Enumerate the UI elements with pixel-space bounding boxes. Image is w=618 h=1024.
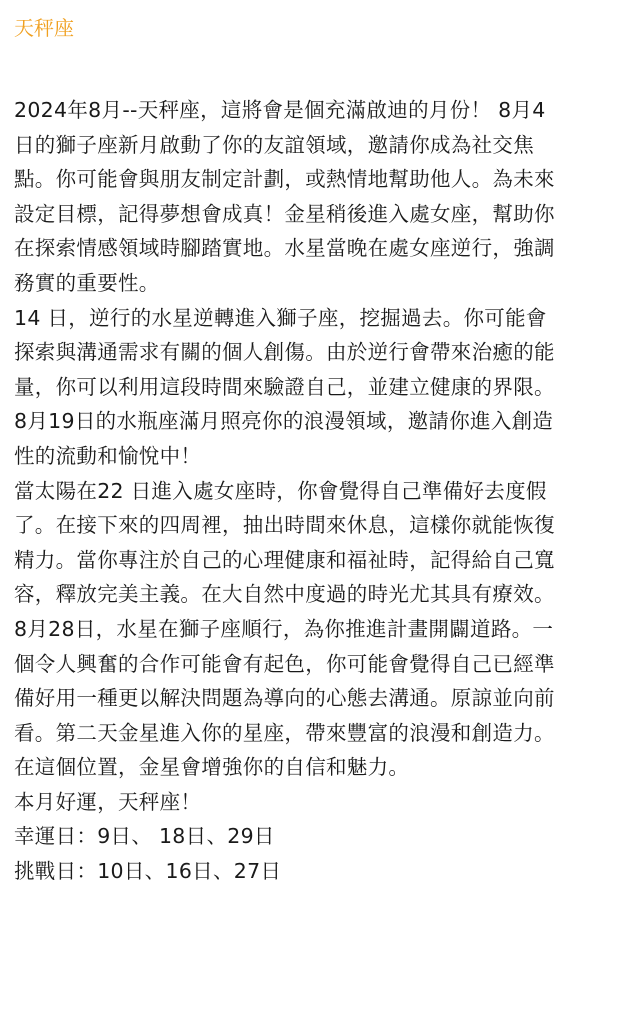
text-line: 在這個位置，金星會增強你的自信和魅力。	[14, 755, 410, 780]
text-line: 性的流動和愉悅中！	[14, 443, 202, 468]
text-line: 個令人興奮的合作可能會有起色，你可能會覺得自己已經準	[14, 651, 555, 676]
text-line: 8月19日的水瓶座滿月照亮你的浪漫領域，邀請你進入創造	[14, 409, 554, 434]
text-line: 在探索情感領域時腳踏實地。水星當晚在處女座逆行，強調	[14, 236, 555, 261]
challenge-days: 挑戰日：10日、16日、27日	[14, 859, 282, 884]
text-line: 了。在接下來的四周裡，抽出時間來休息，這樣你就能恢復	[14, 513, 555, 538]
text-line: 日的獅子座新月啟動了你的友誼領域，邀請你成為社交焦	[14, 132, 534, 157]
text-line: 點。你可能會與朋友制定計劃，或熱情地幫助他人。為未來	[14, 167, 555, 192]
text-line: 務實的重要性。	[14, 270, 160, 295]
text-line: 探索與溝通需求有關的個人創傷。由於逆行會帶來治癒的能	[14, 340, 555, 365]
horoscope-article	[14, 93, 610, 889]
text-line: 量，你可以利用這段時間來驗證自己，並建立健康的界限。	[14, 374, 555, 399]
page-title: 天秤座	[14, 16, 74, 40]
text-line: 精力。當你專注於自己的心理健康和福祉時，記得給自己寬	[14, 547, 555, 572]
text-line: 2024年8月--天秤座，這將會是個充滿啟迪的月份！ 8月4	[14, 98, 546, 122]
text-line: 看。第二天金星進入你的星座，帶來豐富的浪漫和創造力。	[14, 720, 555, 745]
text-line: 本月好運，天秤座！	[14, 789, 202, 814]
text-line: 8月28日，水星在獅子座順行，為你推進計畫開闢道路。一	[14, 616, 554, 641]
text-line: 設定目標，記得夢想會成真！金星稍後進入處女座，幫助你	[14, 201, 555, 226]
text-line: 14 日，逆行的水星逆轉進入獅子座，挖掘過去。你可能會	[14, 305, 547, 330]
lucky-days: 幸運日：9日、 18日、29日	[14, 824, 275, 849]
text-line: 當太陽在22 日進入處女座時，你會覺得自己準備好去度假	[14, 478, 547, 503]
text-line: 備好用一種更以解決問題為導向的心態去溝通。原諒並向前	[14, 686, 555, 711]
text-line: 容，釋放完美主義。在大自然中度過的時光尤其具有療效。	[14, 582, 555, 607]
